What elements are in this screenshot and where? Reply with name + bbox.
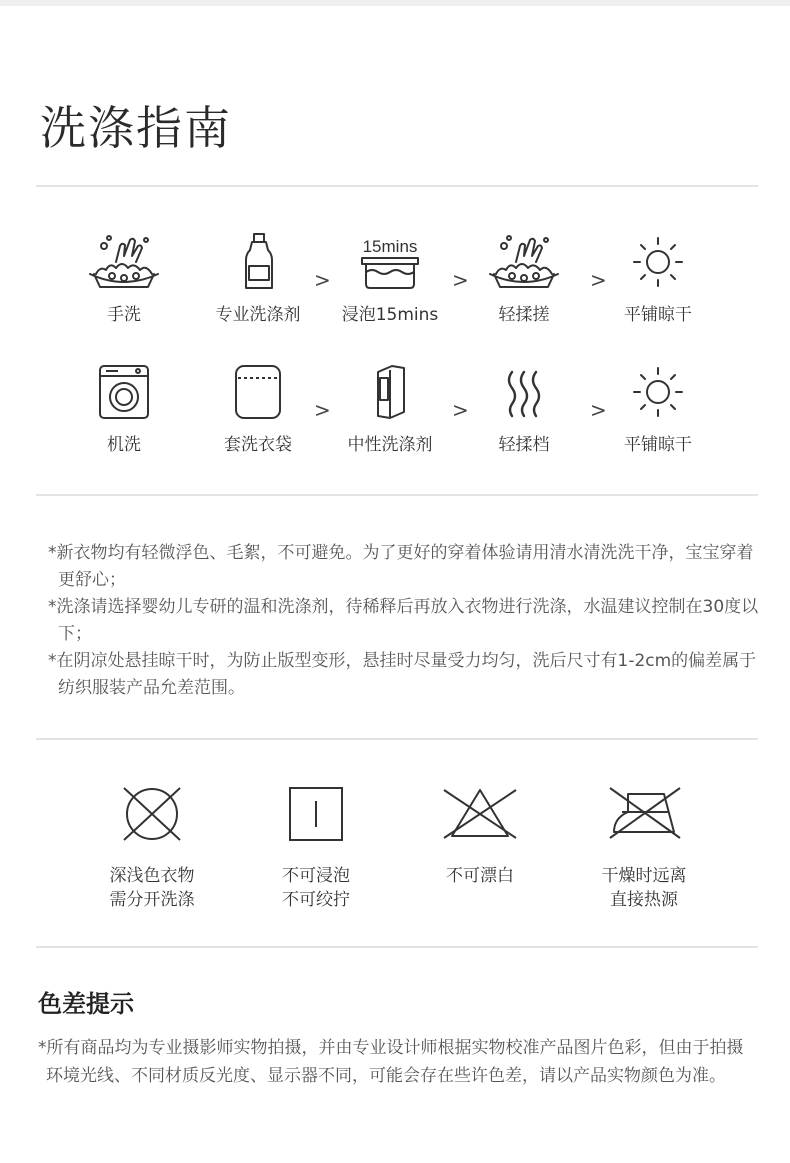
do-not-iron-icon (604, 784, 684, 844)
care-label-line2: 直接热源 (610, 890, 678, 910)
step-label: 浸泡15mins (341, 305, 439, 325)
gentle-cycle-icon (482, 362, 566, 422)
do-not-mix-icon (112, 784, 192, 844)
step-label: 轻揉档 (498, 435, 550, 455)
arrow: > (314, 268, 331, 292)
step-gentle-rub (464, 232, 584, 325)
page-title: 洗涤指南 (40, 101, 232, 155)
arrow: > (590, 398, 607, 422)
color-diff-note (38, 1034, 758, 1090)
step-label: 手洗 (107, 305, 141, 325)
step-soak (330, 232, 450, 325)
step-label: 平铺晾干 (624, 305, 692, 325)
soak-time-text: 15mins (362, 237, 418, 256)
divider (36, 494, 758, 496)
step-label: 专业洗涤剂 (215, 305, 301, 325)
step-label: 轻揉搓 (498, 305, 550, 325)
arrow: > (452, 398, 469, 422)
soak-basin-icon (348, 232, 432, 292)
color-diff-title: 色差提示 (38, 990, 134, 1018)
step-label: 平铺晾干 (624, 435, 692, 455)
neutral-detergent-icon (348, 362, 432, 422)
step-lay-flat-dry (598, 232, 718, 325)
care-label-line2: 需分开洗涤 (109, 890, 195, 910)
step-lay-flat-dry (598, 362, 718, 455)
do-not-bleach-icon (440, 784, 520, 844)
step-label: 机洗 (107, 435, 141, 455)
care-label-line1: 干燥时远离 (601, 866, 687, 886)
step-hand-wash (64, 232, 184, 325)
care-label-line1: 不可漂白 (446, 866, 514, 886)
top-strip (0, 0, 790, 6)
divider (36, 738, 758, 740)
wash-steps-row-2 (0, 362, 790, 472)
note-item: *新衣物均有轻微浮色、毛絮，不可避免。为了更好的穿着体验请用清水清洗洗干净，宝宝穿着更舒心； (48, 543, 754, 590)
care-away-from-heat (564, 784, 724, 912)
hand-wash-icon (82, 232, 166, 292)
arrow: > (590, 268, 607, 292)
step-gentle-cycle (464, 362, 584, 455)
step-neutral-detergent (330, 362, 450, 455)
wash-steps-row-1 (0, 232, 790, 342)
detergent-bottle-icon (216, 232, 300, 292)
sun-icon (616, 232, 700, 292)
arrow: > (314, 398, 331, 422)
step-laundry-bag (198, 362, 318, 455)
step-label: 中性洗涤剂 (347, 435, 433, 455)
note-item: *洗涤请选择婴幼儿专研的温和洗涤剂，待稀释后再放入衣物进行洗涤，水温建议控制在30度以下； (48, 597, 759, 644)
care-no-soak (236, 784, 396, 912)
laundry-bag-icon (216, 362, 300, 422)
care-no-bleach (400, 784, 560, 888)
washing-machine-icon (82, 362, 166, 422)
step-pro-detergent (198, 232, 318, 325)
arrow: > (452, 268, 469, 292)
color-diff-text: *所有商品均为专业摄影师实物拍摄，并由专业设计师根据实物校准产品图片色彩，但由于拍摄环境光线、不同材质反光度、显示器不同，可能会存在些许色差，请以产品实物颜色为准。 (38, 1038, 744, 1086)
care-label-line1: 不可浸泡 (282, 866, 350, 886)
hand-rub-icon (482, 232, 566, 292)
note-item: *在阴凉处悬挂晾干时，为防止版型变形，悬挂时尽量受力均匀，洗后尺寸有1-2cm的偏差属于纺织服装产品允差范围。 (48, 651, 757, 698)
step-label: 套洗衣袋 (224, 435, 292, 455)
do-not-wring-icon (276, 784, 356, 844)
care-label-line1: 深浅色衣物 (109, 866, 195, 886)
divider (36, 946, 758, 948)
step-machine-wash (64, 362, 184, 455)
divider (36, 185, 758, 187)
care-separate-colors (72, 784, 232, 912)
care-notes (48, 540, 760, 702)
care-label-line2: 不可绞拧 (282, 890, 350, 910)
sun-icon (616, 362, 700, 422)
